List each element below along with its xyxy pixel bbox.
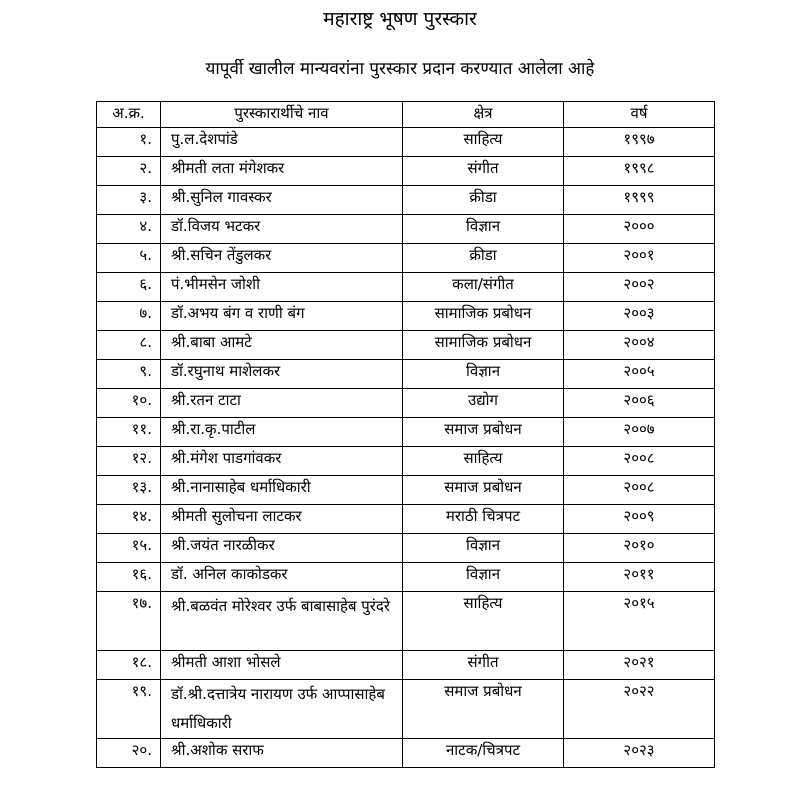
row-year: २०११ <box>564 563 715 592</box>
row-year: २०२१ <box>564 651 715 680</box>
row-awardee-name: श्री.सचिन तेंडुलकर <box>161 244 403 273</box>
row-field: कला/संगीत <box>403 273 564 302</box>
row-year: २००१ <box>564 244 715 273</box>
row-field: समाज प्रबोधन <box>403 418 564 447</box>
row-awardee-name: डॉ.अभय बंग व राणी बंग <box>161 302 403 331</box>
row-field: विज्ञान <box>403 563 564 592</box>
row-serial-number: १९. <box>97 680 161 739</box>
row-serial-number: ८. <box>97 331 161 360</box>
row-year: १९९८ <box>564 157 715 186</box>
header-serial-number: अ.क्र. <box>97 102 161 128</box>
table-row <box>97 302 715 331</box>
row-field: समाज प्रबोधन <box>403 680 564 739</box>
row-serial-number: १४. <box>97 505 161 534</box>
row-year: २००८ <box>564 447 715 476</box>
row-serial-number: ७. <box>97 302 161 331</box>
row-awardee-name: डॉ.श्री.दत्तात्रेय नारायण उर्फ आप्पासाहेब धर्माधिकारी <box>161 680 403 739</box>
row-awardee-name: श्रीमती सुलोचना लाटकर <box>161 505 403 534</box>
row-awardee-name: श्री.बळवंत मोरेश्वर उर्फ बाबासाहेब पुरंदरे <box>161 592 403 651</box>
row-field: संगीत <box>403 157 564 186</box>
table-row <box>97 244 715 273</box>
row-serial-number: १२. <box>97 447 161 476</box>
row-awardee-name: पं.भीमसेन जोशी <box>161 273 403 302</box>
row-serial-number: ३. <box>97 186 161 215</box>
row-serial-number: २०. <box>97 739 161 768</box>
row-year: २०२३ <box>564 739 715 768</box>
row-year: २००४ <box>564 331 715 360</box>
row-field: संगीत <box>403 651 564 680</box>
row-awardee-name: श्रीमती आशा भोसले <box>161 651 403 680</box>
table-row <box>97 505 715 534</box>
row-serial-number: ६. <box>97 273 161 302</box>
row-serial-number: ११. <box>97 418 161 447</box>
row-year: २०१५ <box>564 592 715 651</box>
row-year: २००३ <box>564 302 715 331</box>
table-row <box>97 331 715 360</box>
table-row <box>97 534 715 563</box>
awardees-table <box>96 101 715 768</box>
row-field: साहित्य <box>403 592 564 651</box>
table-row <box>97 447 715 476</box>
row-awardee-name: श्रीमती लता मंगेशकर <box>161 157 403 186</box>
table-row <box>97 273 715 302</box>
row-serial-number: ४. <box>97 215 161 244</box>
row-field: सामाजिक प्रबोधन <box>403 331 564 360</box>
row-year: २००० <box>564 215 715 244</box>
row-awardee-name: श्री.बाबा आमटे <box>161 331 403 360</box>
row-awardee-name: श्री.रतन टाटा <box>161 389 403 418</box>
header-year: वर्ष <box>564 102 715 128</box>
row-field: उद्योग <box>403 389 564 418</box>
table-row <box>97 739 715 768</box>
row-awardee-name: डॉ. अनिल काकोडकर <box>161 563 403 592</box>
row-awardee-name: श्री.मंगेश पाडगांवकर <box>161 447 403 476</box>
row-year: २००८ <box>564 476 715 505</box>
row-serial-number: ५. <box>97 244 161 273</box>
row-year: २०१० <box>564 534 715 563</box>
row-serial-number: १८. <box>97 651 161 680</box>
table-row <box>97 128 715 157</box>
row-awardee-name: श्री.नानासाहेब धर्माधिकारी <box>161 476 403 505</box>
row-field: क्रीडा <box>403 244 564 273</box>
row-field: विज्ञान <box>403 534 564 563</box>
row-serial-number: १६. <box>97 563 161 592</box>
row-awardee-name: श्री.अशोक सराफ <box>161 739 403 768</box>
row-year: २००९ <box>564 505 715 534</box>
page-subtitle: यापूर्वी खालील मान्यवरांना पुरस्कार प्रदान करण्यात आलेला आहे <box>205 59 595 79</box>
row-year: २००५ <box>564 360 715 389</box>
page-title: महाराष्ट्र भूषण पुरस्कार <box>323 8 477 30</box>
row-field: विज्ञान <box>403 360 564 389</box>
table-row <box>97 360 715 389</box>
row-field: क्रीडा <box>403 186 564 215</box>
table-row <box>97 476 715 505</box>
row-year: २००६ <box>564 389 715 418</box>
row-serial-number: १. <box>97 128 161 157</box>
row-year: १९९९ <box>564 186 715 215</box>
table-row <box>97 157 715 186</box>
table-row <box>97 651 715 680</box>
table-row <box>97 592 715 651</box>
row-serial-number: २. <box>97 157 161 186</box>
row-field: सामाजिक प्रबोधन <box>403 302 564 331</box>
row-serial-number: १५. <box>97 534 161 563</box>
table-row <box>97 680 715 739</box>
header-field: क्षेत्र <box>403 102 564 128</box>
table-row <box>97 563 715 592</box>
row-field: साहित्य <box>403 128 564 157</box>
row-awardee-name: पु.ल.देशपांडे <box>161 128 403 157</box>
row-awardee-name: श्री.जयंत नारळीकर <box>161 534 403 563</box>
row-serial-number: १७. <box>97 592 161 651</box>
row-field: समाज प्रबोधन <box>403 476 564 505</box>
header-awardee-name: पुरस्कारार्थीचे नाव <box>161 102 403 128</box>
row-year: २०२२ <box>564 680 715 739</box>
table-header-row <box>97 102 715 128</box>
table-row <box>97 418 715 447</box>
row-year: १९९७ <box>564 128 715 157</box>
row-field: मराठी चित्रपट <box>403 505 564 534</box>
row-field: साहित्य <box>403 447 564 476</box>
row-awardee-name: डॉ.विजय भटकर <box>161 215 403 244</box>
row-serial-number: १०. <box>97 389 161 418</box>
row-year: २००७ <box>564 418 715 447</box>
row-awardee-name: श्री.सुनिल गावस्कर <box>161 186 403 215</box>
row-year: २००२ <box>564 273 715 302</box>
row-awardee-name: श्री.रा.कृ.पाटील <box>161 418 403 447</box>
table-row <box>97 186 715 215</box>
row-awardee-name: डॉ.रघुनाथ माशेलकर <box>161 360 403 389</box>
row-serial-number: ९. <box>97 360 161 389</box>
row-serial-number: १३. <box>97 476 161 505</box>
row-field: विज्ञान <box>403 215 564 244</box>
row-field: नाटक/चित्रपट <box>403 739 564 768</box>
table-row <box>97 215 715 244</box>
table-row <box>97 389 715 418</box>
